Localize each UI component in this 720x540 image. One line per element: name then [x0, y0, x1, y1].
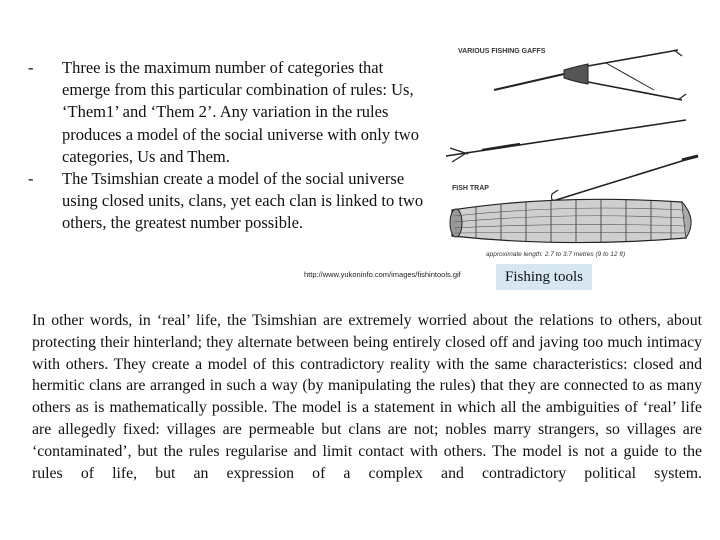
gaff-1-drawing	[494, 50, 686, 100]
bullet-marker: -	[28, 58, 34, 77]
bullet-item	[28, 168, 433, 235]
gaff-2-drawing	[446, 120, 686, 162]
bullet-text: The Tsimshian create a model of the social universe using closed units, clans, yet each clan is linked to two others, the greatest number possible.	[62, 169, 424, 233]
gaffs-label: VARIOUS FISHING GAFFS	[458, 48, 546, 55]
gaff-3-drawing	[552, 156, 699, 200]
source-url: http://www.yukoninfo.com/images/fishintools.gif	[304, 270, 461, 279]
fishing-tools-illustration	[446, 40, 708, 272]
bullet-marker: -	[28, 169, 34, 189]
figure-caption: Fishing tools	[496, 264, 592, 290]
bullet-text: Three is the maximum number of categories that emerge from this particular combination of rules: Us, ‘Them1’ and ‘Them 2’. Any variation in the rules produces a model of the social universe with only two categories, Us and Them.	[62, 58, 419, 166]
bullet-list	[28, 57, 433, 235]
trap-label: FISH TRAP	[452, 185, 489, 192]
trap-length-label: approximate length: 2.7 to 3.7 metres (9 to 12 ft)	[486, 251, 626, 258]
bullet-item	[28, 57, 433, 168]
fish-trap-drawing	[450, 199, 691, 243]
body-paragraph: In other words, in ‘real’ life, the Tsimshian are extremely worried about the relations to others, about protecting their hinterland; they alternate between being entirely closed off and javing too much intimacy with others. They create a model of this contradictory reality with the same characteristics: closed and hermitic clans are arranged in such a way (by manipulating the rules) that they are connected to as many others as is mathematically possible. The model is a statement in which all the ambiguities of ‘real’ life are allegedly fixed: villages are permeable but clans are not; nobles marry strangers, so villages are ‘contaminated’, but the rules regularise and limit contact with others. The model is not a guide to the rules of life, but an expression of a complex and contradictory political system.	[32, 312, 702, 482]
